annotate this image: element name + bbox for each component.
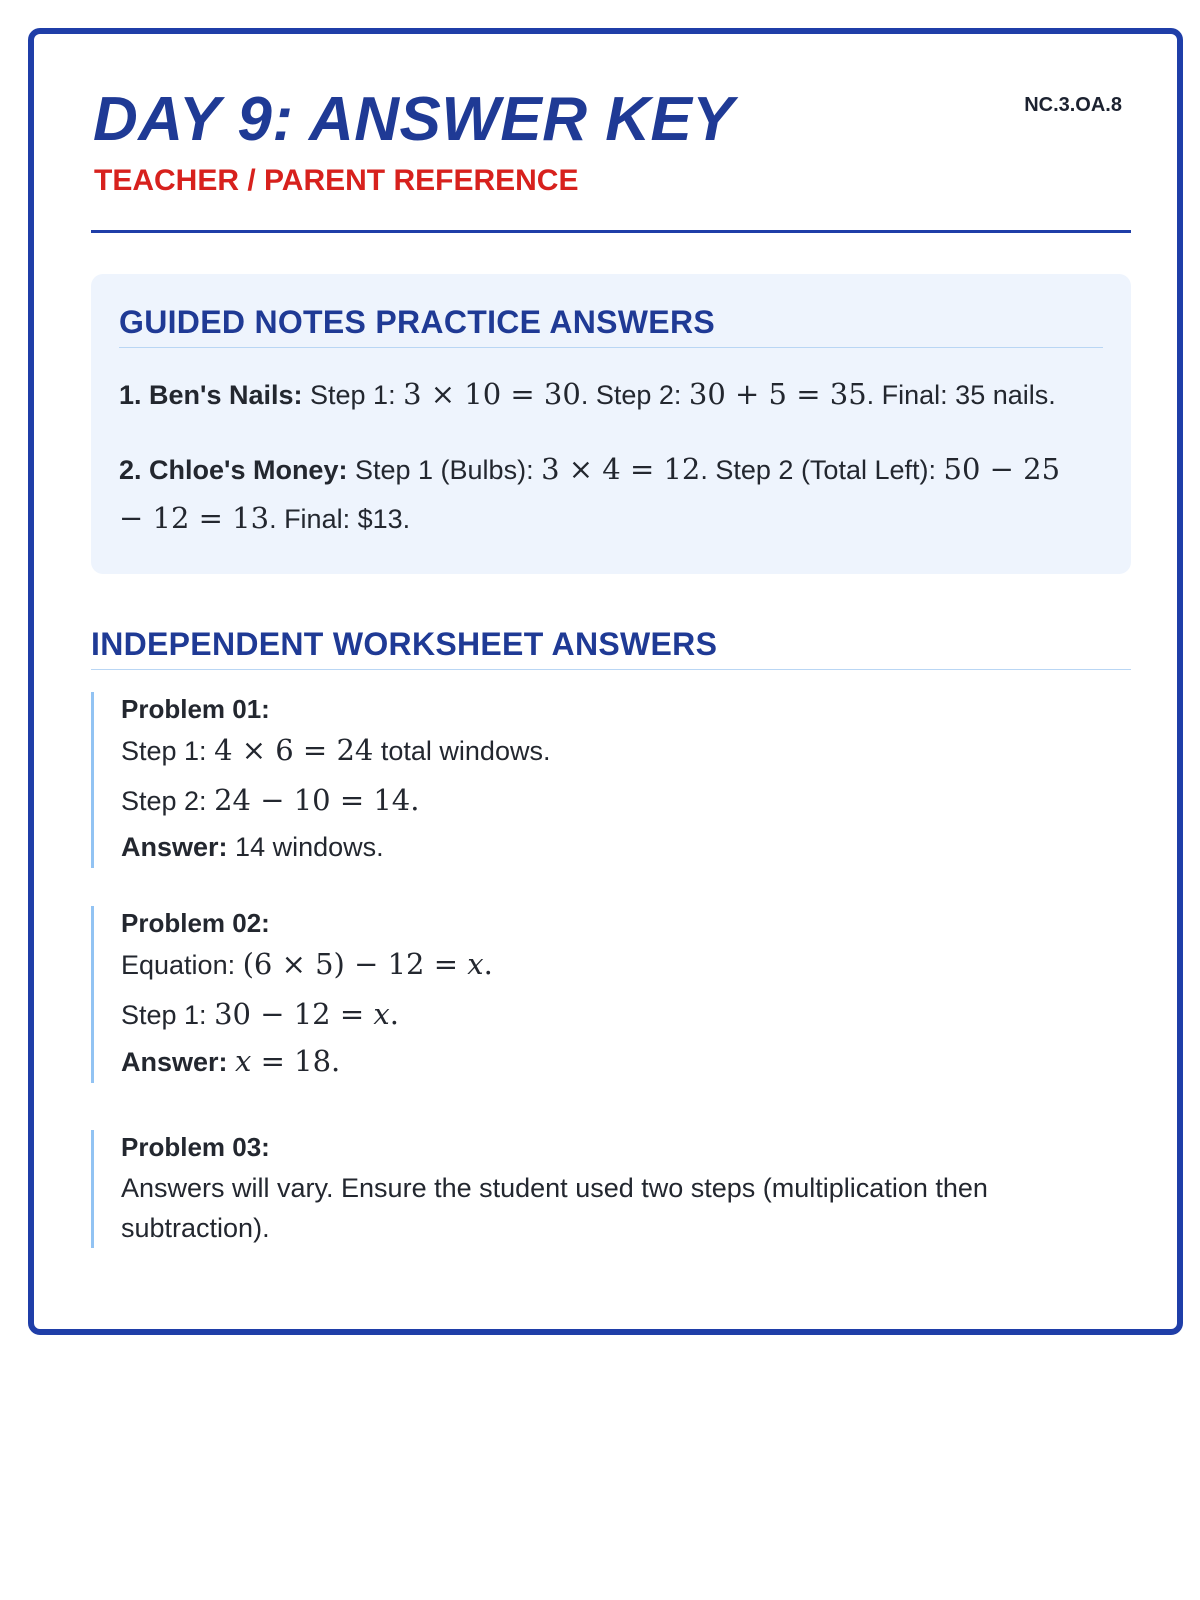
step1-math: 3 × 4 = 12	[541, 452, 701, 486]
equation-math-expr: (6 × 5) − 12 =	[242, 947, 459, 981]
step-math: 30 − 12 = x.	[214, 997, 399, 1031]
answer-text: 14 windows.	[235, 832, 384, 862]
item-label: 2. Chloe's Money:	[119, 455, 348, 485]
step-prefix: Step 1:	[121, 1000, 207, 1030]
answer-key-card	[28, 28, 1183, 1335]
header-divider	[91, 230, 1131, 233]
answer-variable: x	[235, 1044, 252, 1078]
problem-03	[91, 1130, 1131, 1248]
step2-prefix: . Step 2:	[580, 380, 682, 410]
step-variable: x	[373, 997, 390, 1031]
step1-math: 3 × 10 = 30	[403, 377, 581, 411]
equation-prefix: Equation:	[121, 950, 236, 980]
step-suffix: total windows.	[380, 736, 551, 766]
final-text: . Final: $13.	[269, 504, 411, 534]
step2-math-a: 50 − 25	[943, 452, 1061, 486]
guided-item-1	[119, 370, 1103, 419]
answer-label: Answer:	[121, 832, 228, 862]
problem-answer	[121, 1040, 1131, 1083]
guided-item-2	[119, 445, 1103, 543]
problem-02	[91, 906, 1131, 1083]
equation-variable: x	[467, 947, 484, 981]
guided-notes-heading: GUIDED NOTES PRACTICE ANSWERS	[119, 304, 1103, 348]
item-label: 1. Ben's Nails:	[119, 380, 303, 410]
step1-prefix: Step 1:	[310, 380, 396, 410]
step-prefix: Step 1:	[121, 736, 207, 766]
page-title: DAY 9: ANSWER KEY	[93, 85, 735, 154]
problem-title: Problem 01:	[121, 694, 270, 724]
problem-step-2	[121, 776, 1131, 826]
step2-prefix: . Step 2 (Total Left):	[700, 455, 936, 485]
guided-notes-panel	[91, 274, 1131, 574]
step-math: 4 × 6 = 24	[214, 733, 374, 767]
problem-answer	[121, 826, 1131, 868]
step-math-expr: 30 − 12 =	[214, 997, 365, 1031]
standard-code: NC.3.OA.8	[1024, 94, 1122, 116]
problem-title: Problem 02:	[121, 908, 270, 938]
step2-math: 30 + 5 = 35	[688, 377, 867, 411]
answer-math-expr: = 18.	[260, 1044, 341, 1078]
problem-step-1	[121, 726, 1131, 776]
equation-math: (6 × 5) − 12 = x.	[242, 947, 493, 981]
step1-prefix: Step 1 (Bulbs):	[354, 455, 534, 485]
step-prefix: Step 2:	[121, 786, 207, 816]
independent-heading: INDEPENDENT WORKSHEET ANSWERS	[91, 626, 1131, 670]
answer-math	[235, 1044, 340, 1078]
problem-equation	[121, 940, 1131, 990]
answer-label: Answer:	[121, 1047, 228, 1077]
problem-title: Problem 03:	[121, 1132, 270, 1162]
page-subtitle: TEACHER / PARENT REFERENCE	[94, 164, 579, 197]
problem-text: Answers will vary. Ensure the student used two steps (multiplication then subtraction).	[121, 1173, 988, 1243]
step2-math-b: − 12 = 13	[119, 501, 270, 535]
final-text: . Final: 35 nails.	[866, 380, 1056, 410]
problem-01	[91, 692, 1131, 868]
problem-step-1	[121, 990, 1131, 1040]
step-math: 24 − 10 = 14.	[214, 783, 420, 817]
